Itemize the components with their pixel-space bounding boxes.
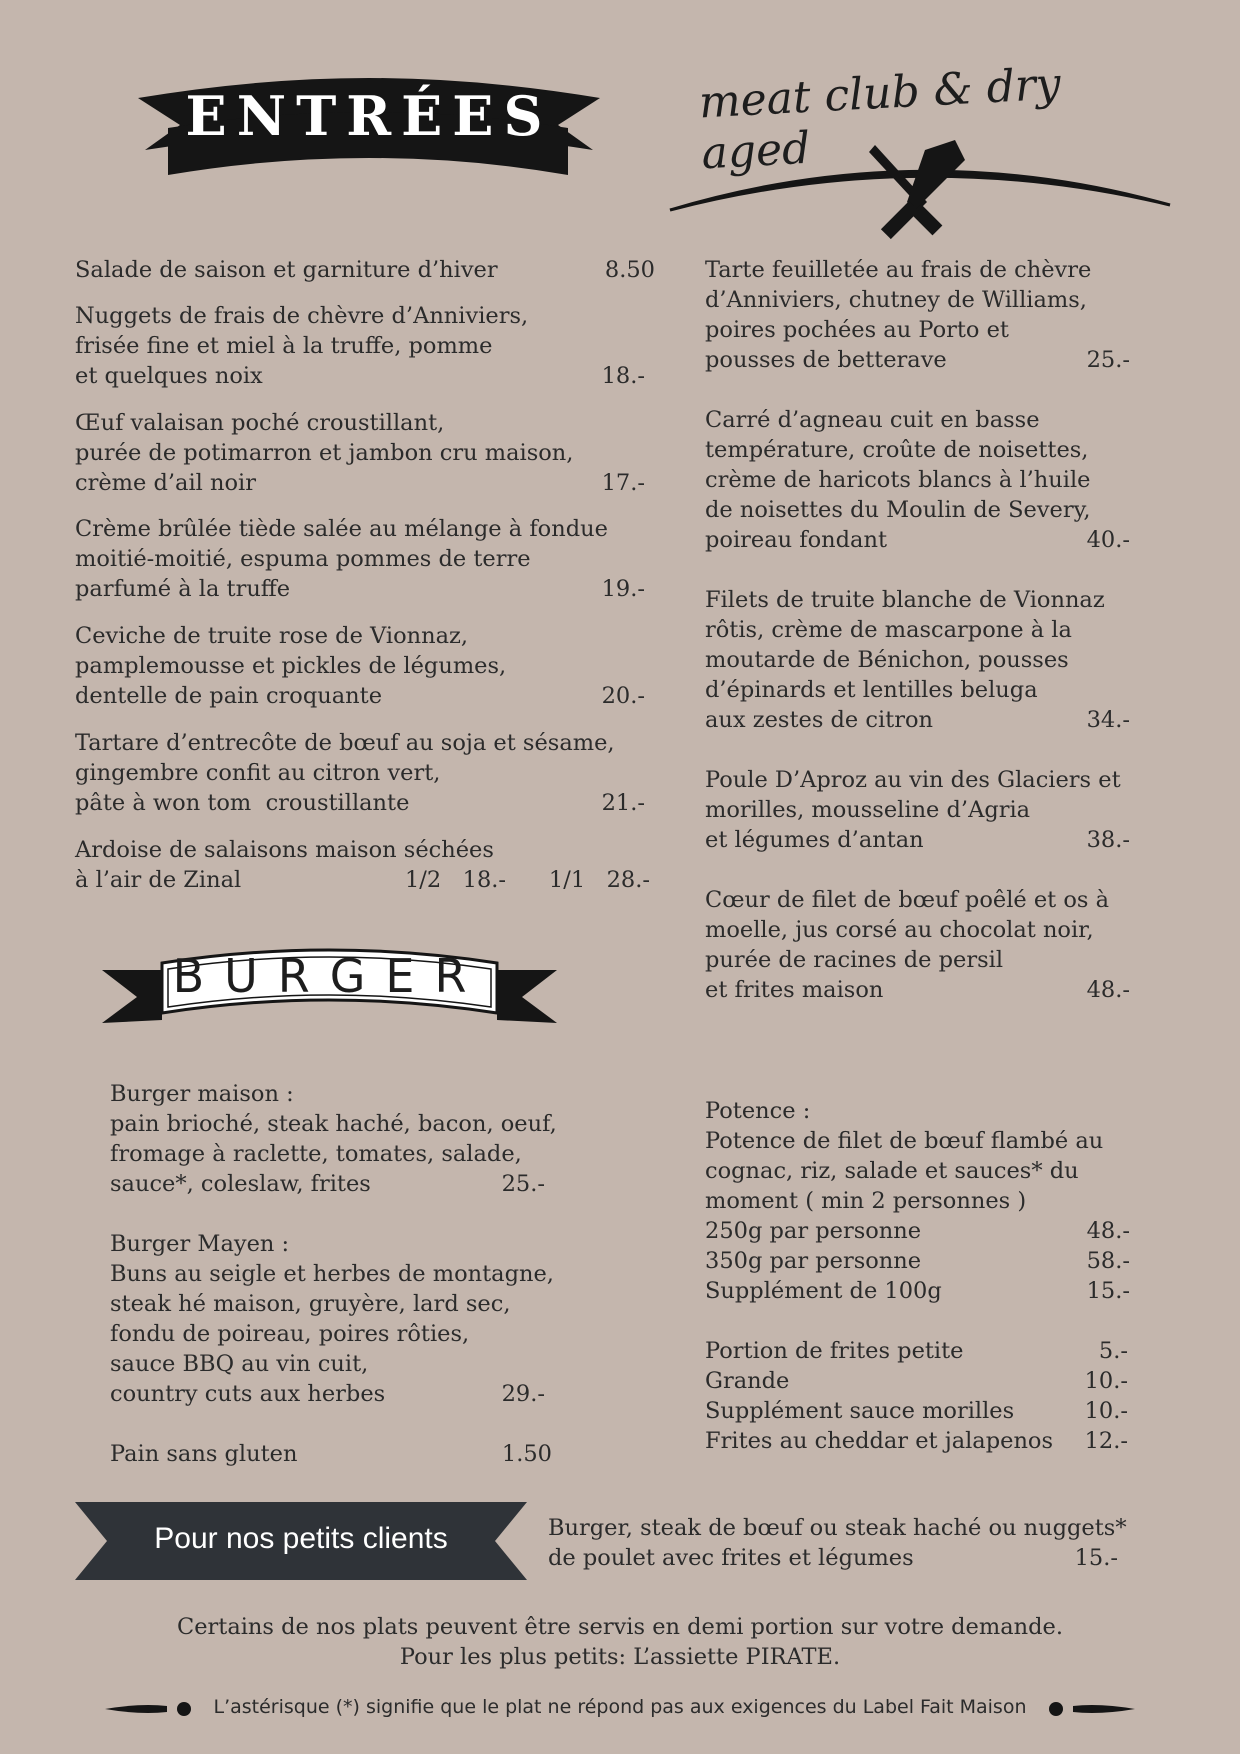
item-price: 15.-: [1086, 1278, 1130, 1304]
item-price: 40.-: [1086, 527, 1130, 553]
side-item: Frites au cheddar et jalapenos 12.-: [705, 1428, 1128, 1454]
menu-item: Carré d’agneau cuit en basse température, croûte de noisettes, crème de haricots blancs à l’huile de noisettes du Moulin de Severy, poireau fondant 40.-: [705, 407, 1130, 553]
item-price: 1/2 18.- 1/1 28.-: [404, 867, 650, 893]
item-price: 48.-: [1086, 977, 1130, 1003]
menu-item: Ardoise de salaisons maison séchées à l’air de Zinal 1/2 18.- 1/1 28.-: [75, 837, 650, 893]
kids-banner: [75, 1502, 527, 1580]
item-price: 10.-: [1084, 1398, 1128, 1424]
entrees-title: ENTRÉES: [185, 84, 553, 148]
arrow-ornament-icon: [105, 1701, 195, 1717]
item-price: 48.-: [1086, 1218, 1130, 1244]
kids-title: Pour nos petits clients: [154, 1522, 448, 1555]
menu-item: Tarte feuilletée au frais de chèvre d’Anniviers, chutney de Williams, poires pochées au Porto et pousses de betterave 25.-: [705, 257, 1130, 373]
potence-block: Potence : Potence de filet de bœuf flambé au cognac, riz, salade et sauces* du moment ( min 2 personnes ) 250g par personne 48.- 350g par personne 58.- Supplément de 100g 15.-: [705, 1098, 1130, 1304]
sides-block: [705, 1336, 1128, 1456]
menu-item: Tartare d’entrecôte de bœuf au soja et sésame, gingembre confit au citron vert, pâte à won tom croustillante 21.-: [75, 730, 645, 816]
item-price: 58.-: [1086, 1248, 1130, 1274]
footnote-text: L’astérisque (*) signifie que le plat ne répond pas aux exigences du Label Fait Maison: [213, 1696, 1027, 1718]
item-price: 20.-: [601, 683, 645, 709]
arrow-ornament-icon: [1045, 1701, 1135, 1717]
item-price: 12.-: [1084, 1428, 1128, 1454]
meat-club-heading: [665, 40, 1175, 240]
item-price: 5.-: [1098, 1338, 1128, 1364]
potence-option: 350g par personne 58.-: [705, 1248, 1130, 1274]
burger-title: BURGER: [172, 949, 487, 1003]
item-price: 38.-: [1086, 827, 1130, 853]
crossed-knives-icon: [855, 140, 975, 240]
half-portion-note: Certains de nos plats peuvent être servis en demi portion sur votre demande.: [176, 1614, 1063, 1640]
menu-item: Crème brûlée tiède salée au mélange à fondue moitié-moitié, espuma pommes de terre parfumé à la truffe 19.-: [75, 516, 645, 602]
burger-heading: [102, 935, 557, 1030]
item-price: 8.50: [604, 257, 655, 283]
menu-item: Œuf valaisan poché croustillant, purée de potimarron et jambon cru maison, crème d’ail noir 17.-: [75, 410, 645, 496]
item-price: 21.-: [601, 790, 645, 816]
item-price: 19.-: [601, 576, 645, 602]
item-price: 29.-: [501, 1381, 545, 1407]
menu-item: Burger Mayen : Buns au seigle et herbes de montagne, steak hé maison, gruyère, lard sec, fondu de poireau, poires rôties, sauce BBQ au vin cuit, country cuts aux herbes 29.-: [110, 1231, 554, 1407]
side-item: Grande 10.-: [705, 1368, 1128, 1394]
item-price: 18.-: [601, 363, 645, 389]
potence-option: 250g par personne 48.-: [705, 1218, 1130, 1244]
menu-item: Filets de truite blanche de Vionnaz rôtis, crème de mascarpone à la moutarde de Bénichon, pousses d’épinards et lentilles beluga aux zestes de citron 34.-: [705, 587, 1130, 733]
pirate-note: Pour les plus petits: L’assiette PIRATE.: [399, 1644, 841, 1670]
potence-option: Supplément de 100g 15.-: [705, 1278, 1130, 1304]
menu-item: Nuggets de frais de chèvre d’Anniviers, frisée fine et miel à la truffe, pomme et quelques noix 18.-: [75, 303, 645, 389]
kids-item: Burger, steak de bœuf ou steak haché ou nuggets* de poulet avec frites et légumes 15.-: [548, 1515, 1127, 1571]
menu-item: Cœur de filet de bœuf poêlé et os à moelle, jus corsé au chocolat noir, purée de racines de persil et frites maison 48.-: [705, 887, 1130, 1003]
item-price: 1.50: [501, 1441, 552, 1467]
menu-item: Poule D’Aproz au vin des Glaciers et morilles, mousseline d’Agria et légumes d’antan 38.-: [705, 767, 1130, 853]
meat-club-title: meat club & dry aged: [697, 58, 1062, 180]
entrees-heading: [138, 70, 600, 185]
side-item: Supplément sauce morilles 10.-: [705, 1398, 1128, 1424]
menu-item: Ceviche de truite rose de Vionnaz, pamplemousse et pickles de légumes, dentelle de pain croquante 20.-: [75, 623, 645, 709]
item-price: 25.-: [1086, 347, 1130, 373]
menu-item: Pain sans gluten 1.50: [110, 1441, 552, 1467]
footnote-row: [105, 1693, 1135, 1723]
menu-item: Salade de saison et garniture d’hiver 8.50: [75, 257, 655, 283]
item-price: 15.-: [1074, 1545, 1118, 1571]
menu-item: Burger maison : pain brioché, steak haché, bacon, oeuf, fromage à raclette, tomates, salade, sauce*, coleslaw, frites 25.-: [110, 1081, 557, 1197]
item-price: 34.-: [1086, 707, 1130, 733]
item-price: 25.-: [501, 1171, 545, 1197]
side-item: Portion de frites petite 5.-: [705, 1338, 1128, 1364]
potence-title: Potence :: [705, 1098, 811, 1124]
item-price: 17.-: [601, 470, 645, 496]
item-price: 10.-: [1084, 1368, 1128, 1394]
